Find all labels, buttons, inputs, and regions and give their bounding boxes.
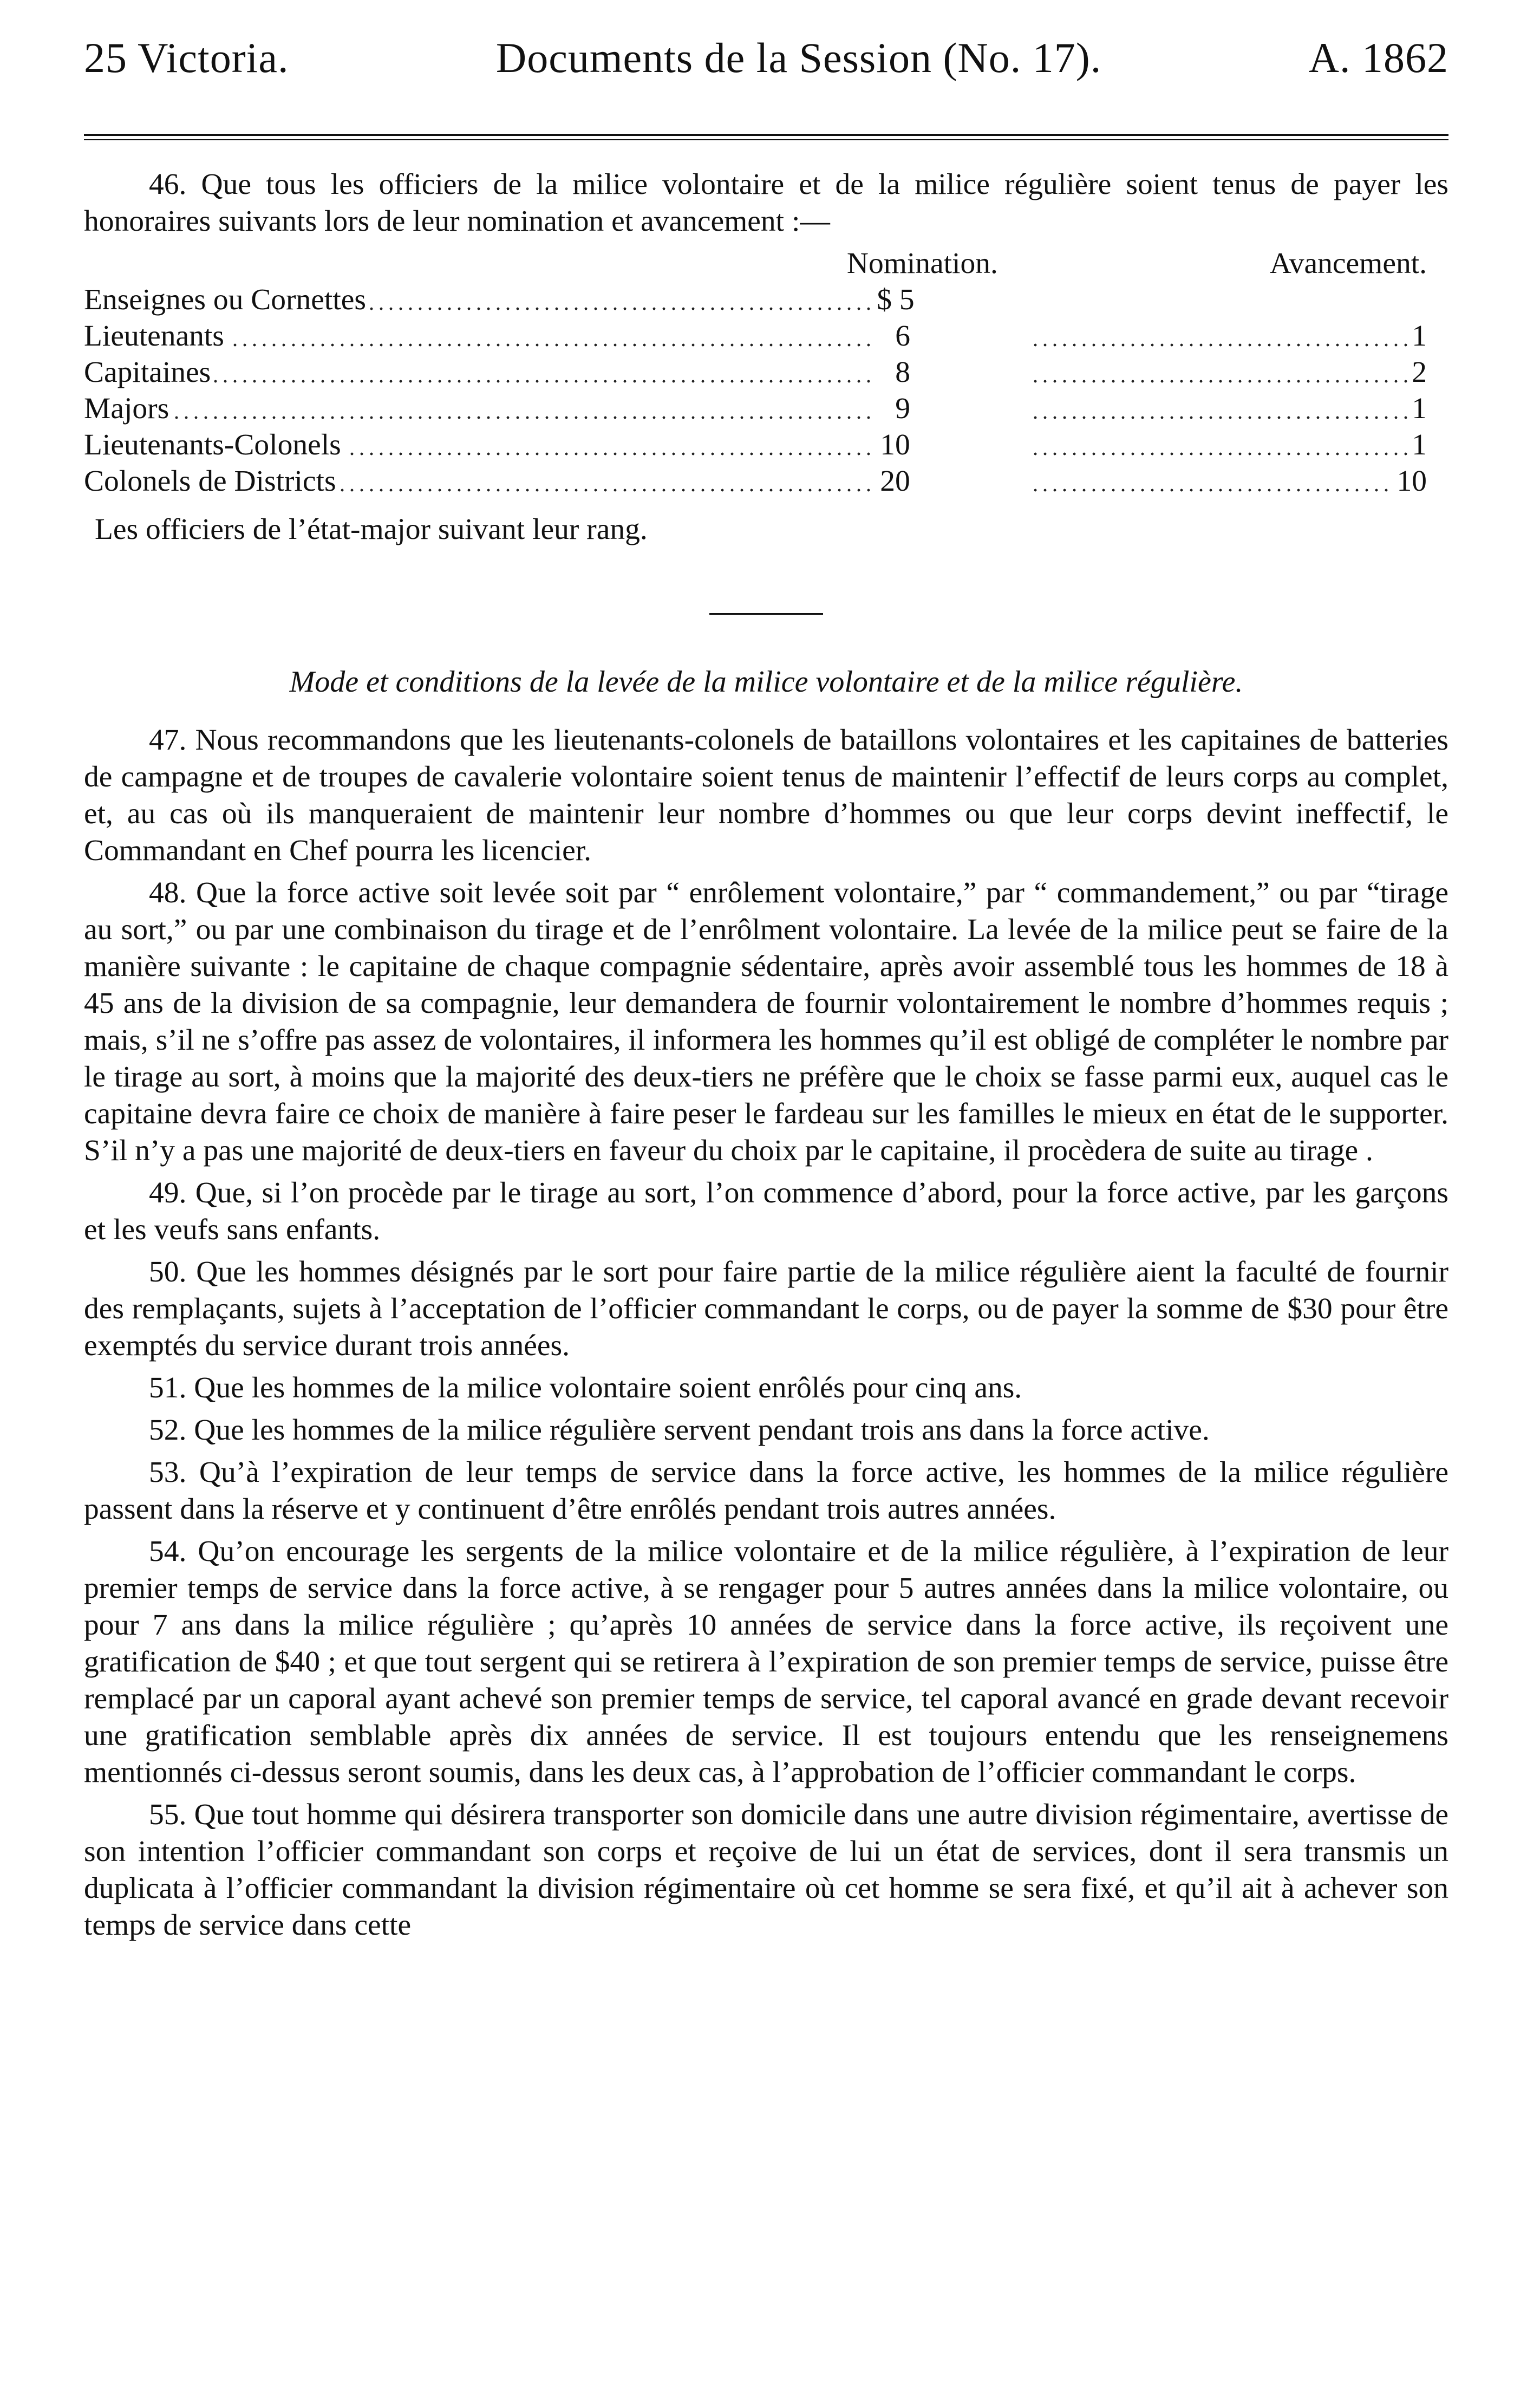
col-nomination: Nomination. <box>846 247 998 280</box>
fee-row <box>84 427 1427 463</box>
fee-nomination: $ 5 <box>877 283 915 316</box>
fee-row <box>84 463 1427 499</box>
fee-row <box>84 391 1427 427</box>
col-avancement: Avancement. <box>1269 247 1427 280</box>
paragraph-55: 55. Que tout homme qui désirera transporter son domicile dans une autre division régimentaire, avertisse de son intention l’officier commandant son corps et reçoive de lui un état de services, dont il sera transmis un duplicata à l’officier commandant la division régimentaire où cet homme se sera fixé, et qu’il ait à achever son temps de service dans cette <box>84 1798 1448 1942</box>
fee-avancement: 2 <box>1407 356 1427 389</box>
fee-avancement: 1 <box>1407 320 1427 353</box>
paragraph-48: 48. Que la force active soit levée soit par “ enrôlement volontaire,” par “ commandement,” ou par “tirage au sort,” ou par une combinaison du tirage et de l’enrôlment volontaire. La levée de la milice peut se faire de la manière suivante : le capitaine de chaque compagnie sédentaire, après avoir assemblé tous les hommes de 18 à 45 ans de la division de sa compagnie, leur demandera de fournir volontairement le nombre d’hommes requis ; mais, s’il ne s’offre pas assez de volontaires, il informera les hommes qu’il est obligé de compléter le nombre par le tirage au sort, à moins que la majorité des deux-tiers ne préfère que le choix se fasse parmi eux, auquel cas le capitaine devra faire ce choix de manière à faire peser le fardeau sur les familles le mieux en état de le supporter. S’il n’y a pas une majorité de deux-tiers en faveur du choix par le capitaine, il procèdera de suite au tirage . <box>84 876 1448 1167</box>
section-title: Mode et conditions de la levée de la milice volontaire et de la milice régulière. <box>289 665 1243 699</box>
fee-avancement: 1 <box>1407 392 1427 425</box>
section-divider <box>709 613 823 615</box>
paragraph-47: 47. Nous recommandons que les lieutenants-colonels de bataillons volontaires et les capitaines de batteries de campagne et de troupes de cavalerie volontaire soient tenus de maintenir l’effectif de leurs corps au complet, et, au cas où ils manqueraient de maintenir leur nombre d’hommes ou que leur corps devint ineffectif, le Commandant en Chef pourra les licencier. <box>84 724 1448 867</box>
document-body <box>84 166 1448 1944</box>
header-right: A. 1862 <box>1308 34 1448 81</box>
fee-row <box>84 318 1427 354</box>
fee-rank: Lieutenants-Colonels <box>84 428 344 461</box>
fee-nomination: 9 <box>895 392 910 425</box>
header-left: 25 Victoria. <box>84 34 289 81</box>
fee-rank: Colonels de Districts <box>84 465 340 498</box>
paragraph-53: 53. Qu’à l’expiration de leur temps de service dans la force active, les hommes de la milice régulière passent dans la réserve et y continuent d’être enrôlés pendant trois autres années. <box>84 1456 1448 1526</box>
paragraph-50: 50. Que les hommes désignés par le sort pour faire partie de la milice régulière aient la faculté de fournir des remplaçants, sujets à l’acceptation de l’officier commandant le corps, ou de payer la somme de $30 pour être exemptés du service durant trois années. <box>84 1255 1448 1362</box>
fee-avancement: 1 <box>1407 428 1427 461</box>
paragraph-51: 51. Que les hommes de la milice volontaire soient enrôlés pour cinq ans. <box>149 1371 1022 1404</box>
fee-rank: Lieutenants <box>84 320 227 353</box>
header-center: Documents de la Session (No. 17). <box>495 34 1102 81</box>
document-page <box>84 34 1448 1949</box>
running-header <box>84 34 1448 104</box>
paragraph-54: 54. Qu’on encourage les sergents de la milice volontaire et de la milice régulière, à l’expiration de leur premier temps de service dans la force active, à se rengager pour 5 autres années dans la milice volontaire, ou pour 7 ans dans la milice régulière ; qu’après 10 années de service dans la force active, ils reçoivent une gratification de $40 ; et que tout sergent qui se retirera à l’expiration de son premier temps de service, puisse être remplacé par un caporal ayant achevé son premier temps de service, tel caporal avancé en grade devant recevoir une gratification semblable après dix années de service. Il est toujours entendu que les renseignemens mentionnés ci-dessus seront soumis, dans les deux cas, à l’approbation de l’officier commandant le corps. <box>84 1535 1448 1789</box>
fee-nomination: 10 <box>880 428 910 461</box>
fees-table-header <box>84 245 1427 282</box>
fee-nomination: 6 <box>895 320 910 353</box>
fee-row <box>84 354 1427 391</box>
paragraph-52: 52. Que les hommes de la milice régulière servent pendant trois ans dans la force active. <box>149 1414 1210 1447</box>
fees-table <box>84 245 1427 499</box>
fee-rank: Enseignes ou Cornettes <box>84 283 369 316</box>
header-rule <box>84 134 1448 140</box>
fee-row <box>84 282 1427 318</box>
fee-avancement: 10 <box>1393 465 1427 498</box>
fee-nomination: 20 <box>880 465 910 498</box>
paragraph-46: 46. Que tous les officiers de la milice volontaire et de la milice régulière soient tenus de payer les honoraires suivants lors de leur nomination et avancement :— <box>84 168 1448 238</box>
fee-rank: Capitaines <box>84 356 214 389</box>
paragraph-49: 49. Que, si l’on procède par le tirage au sort, l’on commence d’abord, pour la force active, par les garçons et les veufs sans enfants. <box>84 1176 1448 1246</box>
staff-note: Les officiers de l’état-major suivant leur rang. <box>95 513 648 546</box>
fee-nomination: 8 <box>895 356 910 389</box>
fee-rank: Majors <box>84 392 172 425</box>
